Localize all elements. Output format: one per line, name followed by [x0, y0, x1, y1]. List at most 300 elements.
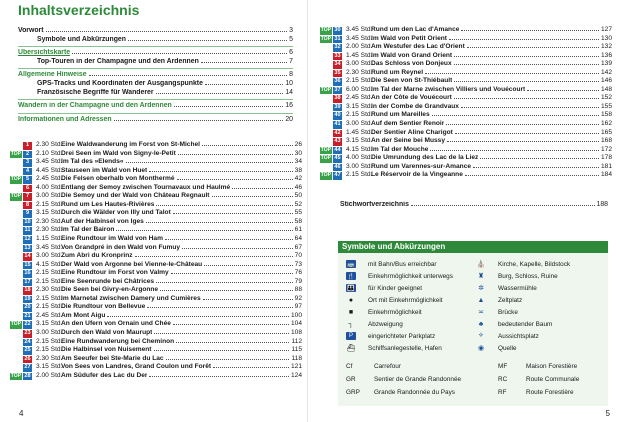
tour-number-badge: 30	[334, 27, 341, 33]
tour-row[interactable]	[312, 26, 612, 35]
toc-entry-page: 16	[285, 102, 293, 110]
tour-badges	[2, 296, 32, 304]
legend-item	[346, 271, 453, 281]
top-badge: TOP	[10, 193, 21, 200]
dot-leader	[454, 81, 599, 82]
tour-badges	[312, 27, 342, 35]
tour-badges	[312, 78, 342, 86]
tour-number-badge: 26	[24, 355, 31, 362]
legend-item	[476, 271, 558, 281]
tour-badges	[2, 159, 32, 167]
legend-text: Wassermühle	[498, 284, 537, 292]
tour-row[interactable]	[312, 60, 612, 69]
abbreviation: GR	[346, 375, 356, 383]
tour-number-badge: 10	[24, 218, 31, 225]
tour-page: 26	[294, 141, 302, 148]
abbreviation: MF	[498, 362, 508, 370]
tour-name: Rund um Varennes-sur-Amance	[371, 162, 472, 170]
tour-page: 88	[294, 286, 302, 294]
toc-entry-label: Wandern in der Champagne und den Ardennen	[18, 102, 172, 110]
index-label: Stichwortverzeichnis	[340, 201, 409, 208]
tour-page: 67	[294, 243, 302, 251]
dot-leader	[147, 307, 292, 308]
tour-row[interactable]	[312, 43, 612, 52]
top-badge: TOP	[320, 146, 331, 153]
tour-duration: 3.00 Std.	[36, 252, 63, 260]
section-divider	[18, 99, 293, 100]
tour-duration: 2.45 Std.	[36, 311, 63, 319]
church-icon: ⛪	[476, 261, 486, 268]
dot-leader	[178, 154, 293, 155]
top-badge: TOP	[320, 172, 331, 179]
tour-number-badge: 13	[24, 244, 31, 251]
tour-row[interactable]	[2, 303, 302, 312]
tour-row[interactable]	[312, 120, 612, 129]
tour-row[interactable]	[2, 141, 302, 150]
dot-leader	[432, 115, 599, 116]
tour-duration: 3.15 Std.	[346, 102, 373, 110]
tour-row[interactable]	[2, 372, 302, 381]
tour-duration: 2.15 Std.	[36, 269, 63, 277]
tour-page: 115	[291, 346, 302, 354]
dot-leader	[449, 39, 599, 40]
tour-row[interactable]	[312, 77, 612, 86]
tour-number-badge: 36	[334, 78, 341, 85]
legend-text: Brücke	[498, 308, 518, 316]
legend-item	[346, 259, 437, 269]
dot-leader	[46, 31, 288, 32]
legend-item	[476, 319, 552, 329]
toc-line[interactable]	[18, 116, 293, 125]
tour-name: Eine Waldwanderung im Forst von St-Michel	[61, 141, 200, 148]
tree-icon: ♣	[478, 320, 484, 328]
dot-leader	[204, 265, 292, 266]
abbreviation-meaning: Carrefour	[374, 362, 401, 370]
legend-text: Aussichtsplatz	[498, 332, 539, 340]
tour-badges	[312, 164, 342, 172]
refreshment-icon: 🍴	[347, 273, 355, 280]
tour-number-badge: 15	[24, 261, 31, 268]
tour-name: Die Felsen oberhalb von Monthermé	[61, 175, 175, 183]
toc-entry-page: 8	[289, 71, 293, 79]
tour-row[interactable]	[2, 312, 302, 321]
tour-number-badge: 25	[24, 347, 31, 354]
tour-row[interactable]	[2, 175, 302, 184]
tour-page: 76	[294, 269, 302, 277]
tour-row[interactable]	[2, 252, 302, 261]
tour-duration: 3.15 Std.	[36, 363, 63, 371]
tour-row[interactable]	[312, 146, 612, 155]
tour-badges	[2, 287, 32, 295]
tour-duration: 3.00 Std.	[346, 60, 373, 68]
dot-leader	[213, 367, 289, 368]
tour-duration: 2.30 Std.	[36, 286, 63, 294]
tour-page: 172	[600, 145, 612, 153]
tour-row[interactable]	[312, 137, 612, 146]
tour-duration: 2.15 Std.	[36, 277, 63, 285]
dot-leader	[425, 73, 599, 74]
tour-duration: 2.30 Std.	[36, 217, 63, 225]
tour-duration: 2.15 Std.	[36, 337, 63, 345]
legend-item	[346, 343, 442, 353]
dot-leader	[173, 324, 289, 325]
tour-row[interactable]	[312, 111, 612, 120]
tour-duration: 1.45 Std.	[346, 51, 373, 59]
dot-leader	[154, 350, 290, 351]
abbreviation: GRP	[346, 388, 360, 396]
tour-row[interactable]	[2, 235, 302, 244]
tour-row[interactable]	[2, 278, 302, 287]
tour-page: 38	[294, 166, 302, 174]
tour-name: Entlang der Semoy zwischen Tournavaux und Haulmé	[61, 183, 231, 191]
tour-number-badge: 9	[23, 210, 32, 218]
tour-name: Rund um den Lac d'Amance	[371, 26, 460, 33]
tour-page: 136	[600, 51, 612, 59]
abbreviation-item	[346, 387, 455, 397]
tour-duration: 4.15 Std.	[36, 260, 63, 268]
tour-name: Rund um Les Hautes-Rivières	[61, 200, 155, 208]
tour-row[interactable]	[2, 261, 302, 270]
legend-text: Quelle	[498, 344, 517, 352]
dot-leader	[461, 107, 599, 108]
tour-row[interactable]	[2, 158, 302, 167]
tour-badges	[2, 210, 32, 218]
tour-badges	[312, 172, 342, 180]
tour-row[interactable]	[312, 94, 612, 103]
toc-line[interactable]	[18, 36, 293, 45]
tour-name: Durch den Wald von Maurupt	[61, 329, 153, 337]
tour-row[interactable]	[312, 52, 612, 61]
tour-page: 146	[600, 77, 612, 85]
tour-badges	[312, 121, 342, 129]
dot-leader	[173, 213, 293, 214]
toc-entry-page: 10	[285, 79, 293, 87]
tour-row[interactable]	[2, 192, 302, 201]
tour-number-badge: 22	[24, 321, 31, 328]
dot-leader	[182, 248, 293, 249]
tour-duration: 2.10 Std.	[36, 149, 63, 157]
tour-badges	[312, 44, 342, 52]
abbreviation-item	[498, 361, 577, 371]
dot-leader	[156, 93, 284, 94]
tour-row[interactable]	[2, 167, 302, 176]
castle-icon: ♜	[477, 273, 485, 280]
tour-name: Die Rundtour von Bellevue	[61, 303, 146, 311]
abbreviation: RF	[498, 388, 507, 396]
legend-item	[476, 259, 570, 269]
tour-number-badge: 38	[334, 95, 341, 102]
tour-name: Eine Seenrunde bei Châtrices	[61, 277, 155, 285]
tour-name: Rund um Mareilles	[371, 111, 430, 119]
tour-number-badge: 4	[23, 168, 32, 176]
tour-number-badge: 18	[24, 287, 31, 294]
toc-entry-label: Informationen und Adressen	[18, 115, 112, 123]
tour-row[interactable]	[2, 209, 302, 218]
tour-name: Die Seen bei Givry-en-Argonne	[61, 286, 159, 294]
tour-number-badge: 14	[24, 253, 31, 260]
tour-badges	[2, 270, 32, 278]
tour-page: 108	[290, 329, 302, 337]
legend-text: Zeltplatz	[498, 296, 523, 304]
tour-row[interactable]	[2, 295, 302, 304]
tour-number-badge: 16	[24, 270, 31, 277]
tour-number-badge: 28	[24, 372, 31, 379]
tour-row[interactable]	[312, 129, 612, 138]
parking-icon: P	[346, 332, 356, 340]
tour-row[interactable]	[2, 269, 302, 278]
tour-badges	[312, 138, 342, 146]
dot-leader	[232, 188, 293, 189]
tour-duration: 3.15 Std.	[346, 137, 373, 145]
toc-line[interactable]	[18, 102, 293, 111]
legend-text: eingerichteter Parkplatz	[368, 332, 436, 340]
tour-row[interactable]	[312, 35, 612, 44]
legend-item	[476, 307, 518, 317]
tour-badges	[2, 176, 32, 184]
dot-leader	[480, 158, 599, 159]
tour-page: 42	[294, 175, 302, 183]
tour-page: 152	[600, 94, 612, 102]
tour-duration: 4.00 Std.	[36, 183, 63, 191]
tour-duration: 2.00 Std.	[346, 43, 373, 51]
tour-number-badge: 31	[334, 35, 341, 42]
tour-name: Auf dem Sentier Renoir	[371, 120, 445, 128]
tour-badges	[2, 364, 32, 372]
spring-icon: ◉	[477, 345, 485, 352]
legend-text: Einkehrmöglichkeit unterwegs	[368, 272, 453, 280]
legend-item	[476, 331, 539, 341]
tour-name: Stauseen im Wald von Huet	[61, 166, 148, 174]
tour-duration: 6.00 Std.	[346, 85, 373, 93]
tour-badges	[2, 245, 32, 253]
top-badge: TOP	[320, 35, 331, 42]
tour-number-badge: 40	[334, 112, 341, 119]
tour-badges	[2, 236, 32, 244]
dot-leader	[154, 333, 289, 334]
tour-badges	[2, 185, 32, 193]
tour-row[interactable]	[312, 171, 612, 180]
tour-row[interactable]	[312, 69, 612, 78]
tour-name: Auf der Halbinsel von Iges	[61, 217, 144, 225]
tour-row[interactable]	[2, 218, 302, 227]
tour-number-badge: 3	[23, 159, 32, 167]
tour-duration: 3.45 Std.	[36, 243, 63, 251]
tour-number-badge: 27	[24, 364, 31, 371]
tour-duration: 2.15 Std.	[36, 200, 63, 208]
tour-page: 104	[290, 320, 302, 328]
tour-page: 61	[294, 226, 302, 234]
toc-line[interactable]	[18, 80, 293, 89]
legend-text: Schiffsanlegestelle, Hafen	[368, 344, 442, 352]
watermill-icon: ✲	[478, 285, 484, 292]
ship-icon: ⛴	[346, 345, 356, 352]
tour-number-badge: 41	[334, 121, 341, 128]
tour-duration: 3.00 Std.	[36, 192, 63, 200]
toc-line[interactable]	[18, 27, 293, 36]
section-divider	[18, 113, 293, 114]
tour-page: 97	[294, 303, 302, 311]
dot-leader	[202, 145, 293, 146]
tour-row[interactable]	[2, 346, 302, 355]
legend-box	[338, 241, 608, 406]
tour-number-badge: 44	[334, 146, 341, 153]
tour-page: 127	[600, 26, 612, 33]
dot-leader	[72, 53, 287, 54]
tour-badges	[312, 155, 342, 163]
toc-entry-page: 6	[289, 49, 293, 57]
tour-row[interactable]	[312, 154, 612, 163]
tour-row[interactable]	[2, 226, 302, 235]
top-badge: TOP	[10, 321, 21, 328]
tour-row[interactable]	[2, 201, 302, 210]
toc-line[interactable]	[18, 49, 293, 58]
tour-duration: 3.00 Std.	[36, 329, 63, 337]
toc-entry-label: Französische Begriffe für Wanderer	[37, 88, 154, 96]
abbreviation-meaning: Route Forestière	[526, 388, 574, 396]
tour-name: An der Seine bei Mussy	[371, 137, 446, 145]
legend-item	[346, 307, 422, 317]
tour-number-badge: 34	[334, 61, 341, 68]
tour-row[interactable]	[312, 86, 612, 95]
tour-list-left	[2, 141, 302, 380]
tour-row[interactable]	[2, 329, 302, 338]
tour-row[interactable]	[2, 244, 302, 253]
legend-text: Ort mit Einkehrmöglichkeit	[368, 296, 443, 304]
tour-page: 181	[600, 162, 612, 170]
dot-leader	[446, 124, 599, 125]
family-icon: 👪	[347, 285, 355, 292]
tour-row[interactable]	[2, 184, 302, 193]
abbreviation-item	[346, 361, 401, 371]
legend-item	[346, 319, 403, 329]
dot-leader	[177, 179, 293, 180]
tour-number-badge: 2	[23, 151, 32, 159]
tour-row[interactable]	[2, 338, 302, 347]
tour-number-badge: 6	[23, 185, 32, 193]
tour-page: 158	[600, 111, 612, 119]
toc-line[interactable]	[18, 58, 293, 67]
tour-badges	[2, 330, 32, 338]
tour-row[interactable]	[2, 355, 302, 364]
tour-number-badge: 43	[334, 138, 341, 145]
tour-page: 184	[600, 171, 612, 179]
dot-leader	[411, 205, 595, 206]
tour-row[interactable]	[2, 320, 302, 329]
toc-entry-label: Übersichtskarte	[18, 49, 71, 57]
dot-leader	[165, 239, 293, 240]
tour-row[interactable]	[2, 286, 302, 295]
tour-page: 52	[294, 200, 302, 208]
dot-leader	[454, 98, 599, 99]
tour-name: In der Combe de Grandvaux	[371, 102, 459, 110]
tour-name: Im Tal der Mouche	[371, 145, 429, 153]
tour-name: An der Côte de Vouécourt	[371, 94, 452, 102]
tour-number-badge: 47	[334, 172, 341, 179]
campsite-icon: ▲	[477, 296, 485, 304]
top-badge: TOP	[10, 372, 21, 379]
legend-item	[476, 283, 537, 293]
dot-leader	[527, 90, 599, 91]
dot-leader	[107, 316, 289, 317]
tour-badges	[2, 193, 32, 201]
tour-name: Von Grandpré in den Wald von Fumuy	[61, 243, 181, 251]
dot-leader	[116, 230, 292, 231]
legend-text: für Kinder geeignet	[368, 284, 423, 292]
tour-number-badge: 12	[24, 236, 31, 243]
legend-text: Kirche, Kapelle, Bildstock	[498, 260, 571, 268]
page-number-left: 4	[19, 409, 24, 418]
dot-leader	[166, 359, 290, 360]
tour-duration: 2.00 Std.	[36, 371, 63, 379]
index-page: 188	[596, 201, 608, 208]
tour-page: 30	[294, 149, 302, 157]
viewpoint-icon: ⟡	[478, 332, 484, 339]
tour-page: 64	[294, 235, 302, 243]
tour-name: An den Ufern von Ornain und Chée	[61, 320, 171, 328]
dot-leader	[203, 299, 293, 300]
tour-badges	[2, 262, 32, 270]
tour-page: 50	[294, 192, 302, 200]
tour-name: Die Semoy und der Wald von Château Regnault	[61, 192, 210, 200]
tour-duration: 3.45 Std.	[36, 158, 63, 166]
toc-line[interactable]	[18, 71, 293, 80]
dot-leader	[114, 120, 284, 121]
tour-page: 92	[294, 294, 302, 302]
toc-line-index[interactable]	[340, 201, 608, 210]
dot-leader	[455, 133, 599, 134]
legend-item	[346, 295, 443, 305]
tour-duration: 2.15 Std.	[346, 111, 373, 119]
tour-badges	[312, 53, 342, 61]
tour-name: Rund um Reynel	[371, 68, 424, 76]
tour-duration: 4.00 Std.	[346, 154, 373, 162]
dot-leader	[149, 171, 292, 172]
tour-name: Le Réservoir de la Vingeanne	[371, 171, 463, 179]
toc-entry-page: 14	[285, 88, 293, 96]
tour-duration: 2.15 Std.	[36, 303, 63, 311]
tour-name: Der Sentier Aline Charigot	[371, 128, 453, 136]
tour-badges	[312, 112, 342, 120]
tour-row[interactable]	[2, 363, 302, 372]
toc-line[interactable]	[18, 89, 293, 98]
tour-page: 142	[600, 68, 612, 76]
tour-list-right	[312, 26, 612, 180]
tour-number-badge: 7	[23, 193, 32, 201]
toc-entry-label: Top-Touren in der Champagne und den Ardennen	[37, 57, 199, 65]
tour-duration: 4.45 Std.	[36, 166, 63, 174]
tour-badges	[2, 168, 32, 176]
tour-page: 34	[294, 158, 302, 166]
abbreviation: RC	[498, 375, 508, 383]
tour-number-badge: 32	[334, 44, 341, 51]
tour-row[interactable]	[312, 103, 612, 112]
legend-text: Abzweigung	[368, 320, 403, 328]
dot-leader	[146, 222, 293, 223]
tour-duration: 2.15 Std.	[346, 77, 373, 85]
tour-page: 58	[294, 217, 302, 225]
abbreviation-meaning: Sentier de Grande Randonnée	[374, 375, 462, 383]
bridge-icon: ≍	[478, 309, 484, 316]
tour-badges	[2, 202, 32, 210]
page-title: Inhaltsverzeichnis	[18, 2, 140, 18]
tour-row[interactable]	[2, 150, 302, 159]
tour-badges	[2, 227, 32, 235]
tour-number-badge: 42	[334, 129, 341, 136]
tour-row[interactable]	[312, 163, 612, 172]
tour-badges	[2, 339, 32, 347]
toc-entry-label: Allgemeine Hinweise	[18, 71, 87, 79]
tour-duration: 2.30 Std.	[36, 226, 63, 234]
